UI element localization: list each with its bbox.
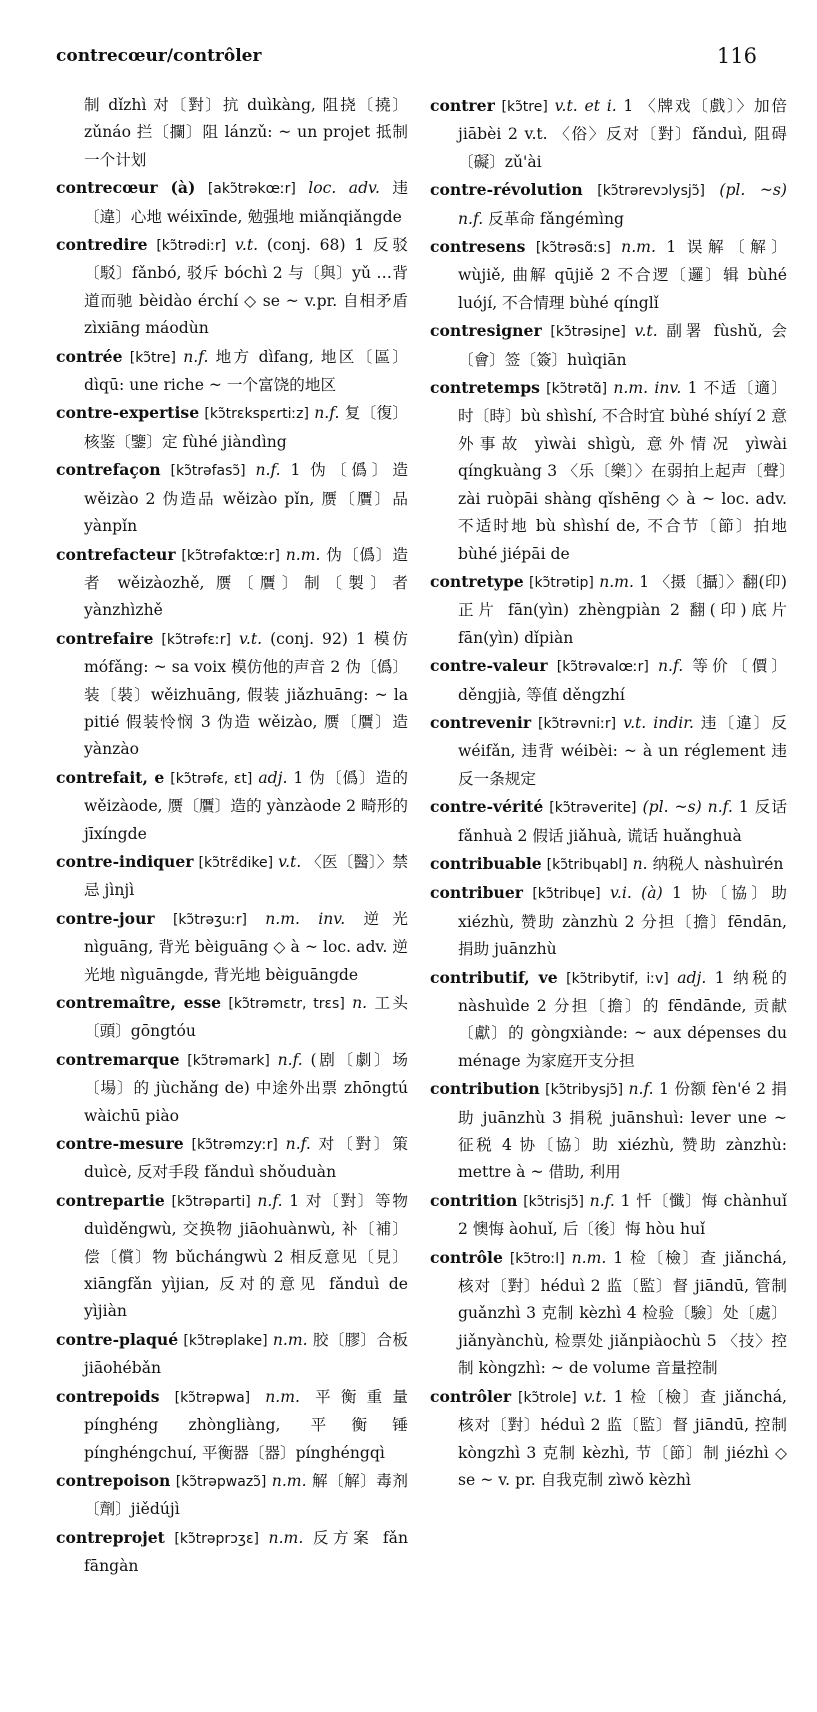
- definition: 1 〈牌戏〔戲〕〉加倍 jiābèi 2 v.t. 〈俗〉反对〔對〕fǎnduì, 阻碍〔礙〕zǔ'ài: [458, 97, 787, 171]
- dictionary-entry: [56, 399, 408, 456]
- definition: 1 不适〔適〕时〔時〕bù shìshí, 不合时宜 bùhé shíyí 2 意外事故 yìwài shìgù, 意外情况 yìwài qíngkuàng 3 〈乐〔樂〕〉在弱拍上起声〔聲〕zài ruòpāi shàng qǐshēng ◇ à ~ loc. adv. 不适时地 bù shìshí de, 不合节〔節〕拍地 bùhé jiépāi de: [458, 379, 787, 563]
- headword: contrefacteur: [56, 544, 176, 564]
- dictionary-entry: [56, 989, 408, 1046]
- headword: contre-mesure: [56, 1134, 184, 1154]
- dictionary-entry: [56, 1046, 408, 1130]
- headword: contribution: [430, 1079, 540, 1099]
- grammar-label: loc. adv.: [308, 179, 380, 198]
- grammar-label: adj.: [258, 768, 288, 787]
- definition: (conj. 68) 1 反驳〔駁〕fǎnbó, 驳斥 bóchì 2 与〔與〕yǔ …背道而驰 bèidào érchí ◇ se ~ v.pr. 自相矛盾 zìxiāng máodùn: [84, 236, 408, 338]
- grammar-label: n.m.: [272, 1330, 308, 1349]
- definition: 胶〔膠〕合板 jiāohébǎn: [84, 1330, 408, 1378]
- headword: contribuer: [430, 883, 523, 903]
- definition: 1 纳税的 nàshuìde 2 分担〔擔〕的 fēndānde, 贡献〔獻〕的 gòngxiànde: ~ aux dépenses du ménage 为家庭开支分担: [458, 968, 787, 1070]
- headword: contremarque: [56, 1049, 180, 1069]
- headword: contrôle: [430, 1247, 503, 1267]
- dictionary-entry: [430, 850, 787, 879]
- pronunciation: [kɔ̃trəfɛːr]: [161, 631, 231, 648]
- grammar-label: n.f.: [658, 657, 684, 676]
- dictionary-entry: [430, 1075, 787, 1187]
- grammar-label: n.f.: [589, 1191, 615, 1210]
- definition: 1 对〔對〕等物 duìděngwù, 交换物 jiāohuànwù, 补〔補〕偿〔償〕物 bǔchángwù 2 相反意见〔見〕xiāngfǎn yìjian, 反对的意见 fǎnduì de yìjiàn: [84, 1191, 408, 1321]
- grammar-label: v.t.: [238, 629, 263, 648]
- pronunciation: [kɔ̃trɛkspɛrtiːz]: [204, 406, 309, 423]
- headword: contre-valeur: [430, 656, 548, 676]
- dictionary-entry: [430, 92, 787, 176]
- definition: 1 忏〔懺〕悔 chànhuǐ 2 懊悔 àohuǐ, 后〔後〕悔 hòu huǐ: [458, 1191, 787, 1239]
- grammar-label: n.f.: [255, 461, 281, 480]
- pronunciation: [kɔ̃trəmɛtr, trɛs]: [228, 996, 345, 1012]
- headword: contrepoids: [56, 1386, 160, 1406]
- dictionary-entry: [430, 1383, 787, 1495]
- pronunciation: [kɔ̃trəvalœːr]: [556, 659, 649, 676]
- grammar-label: n.m.: [285, 545, 321, 564]
- headword: contrition: [430, 1190, 518, 1210]
- headword: contrepoison: [56, 1470, 171, 1490]
- definition: 1 误解〔解〕wùjiě, 曲解 qūjiě 2 不合逻〔邏〕辑 bùhé luójí, 不合情理 bùhé qínglǐ: [458, 238, 787, 312]
- headword: contrée: [56, 346, 123, 366]
- pronunciation: [kɔ̃trole]: [518, 1389, 577, 1406]
- dictionary-entry: [56, 92, 408, 174]
- definition: 伪〔僞〕造者 wěizàozhě, 赝〔贋〕制〔製〕者 yànzhìzhě: [84, 545, 408, 620]
- definition: 1 伪〔僞〕造的 wěizàode, 赝〔贋〕造的 yànzàode 2 畸形的 jīxíngde: [84, 768, 408, 843]
- definition: 工头〔頭〕gōngtóu: [84, 994, 408, 1041]
- pronunciation: [kɔ̃trərevɔlysjɔ̃]: [597, 183, 705, 200]
- dictionary-entry: [430, 1187, 787, 1244]
- dictionary-entry: [56, 764, 408, 848]
- definition: 地方 dìfang, 地区〔區〕dìqū: une riche ~ 一个富饶的地区: [84, 347, 408, 395]
- pronunciation: [kɔ̃trəpwa]: [174, 1389, 251, 1406]
- guide-words: contrecœur/contrôler: [56, 46, 262, 66]
- grammar-label: n.: [632, 854, 648, 873]
- grammar-label: n.f.: [628, 1080, 654, 1099]
- pronunciation: [kɔ̃trəsɑ̃ːs]: [535, 240, 611, 257]
- grammar-label: n.m. inv.: [265, 909, 346, 928]
- pronunciation: [kɔ̃trəprɔʒɛ]: [174, 1530, 259, 1547]
- definition: 对〔對〕策 duìcè, 反对手段 fǎnduì shǒuduàn: [84, 1135, 408, 1182]
- headword: contrecœur (à): [56, 178, 196, 198]
- headword: contre-jour: [56, 908, 155, 928]
- grammar-label: n.m.: [268, 1528, 304, 1547]
- headword: contre-indiquer: [56, 851, 194, 871]
- definition: 1 份额 fèn'é 2 捐助 juānzhù 3 捐税 juānshuì: lever une ~ 征税 4 协〔協〕助 xiézhù, 赞助 zànzhù: mettre à ~ 借助, 利用: [458, 1080, 787, 1182]
- grammar-label: n.f.: [257, 1191, 283, 1210]
- headword: contresens: [430, 237, 526, 257]
- pronunciation: [kɔ̃trətip]: [529, 574, 594, 591]
- definition: (剧〔劇〕场〔場〕的 jùchǎng de) 中途外出票 zhōngtú wàichū piào: [84, 1050, 408, 1125]
- dictionary-entry: [56, 1130, 408, 1187]
- headword: contributif, ve: [430, 967, 558, 987]
- dictionary-entry: [430, 568, 787, 652]
- grammar-label: v.t. indir.: [623, 713, 694, 732]
- dictionary-entry: [56, 625, 408, 764]
- definition: 副署 fùshǔ, 会〔會〕签〔簽〕huìqiān: [458, 322, 787, 369]
- dictionary-entry: [430, 652, 787, 709]
- grammar-label: n.f.: [314, 404, 340, 423]
- pronunciation: [kɔ̃trəparti]: [171, 1193, 251, 1210]
- definition: (conj. 92) 1 模仿 mófǎng: ~ sa voix 模仿他的声音 2 伪〔僞〕装〔裝〕wěizhuāng, 假装 jiǎzhuāng: ~ la pitié 假装怜悯 3 伪造 wěizào, 赝〔贋〕造 yànzào: [84, 629, 408, 759]
- dictionary-entry: [56, 456, 408, 540]
- left-column: [56, 92, 408, 1581]
- dictionary-entry: [430, 1244, 787, 1383]
- pronunciation: [kɔ̃troːl]: [509, 1250, 565, 1267]
- definition: 1 检〔檢〕查 jiǎnchá, 核对〔對〕héduì 2 监〔監〕督 jiāndū, 管制 guǎnzhì 3 克制 kèzhì 4 检验〔驗〕处〔處〕jiǎnyànchù, 检票处 jiǎnpiàochù 5 〈技〉控制 kòngzhì: ~ de volume 音量控制: [458, 1248, 787, 1378]
- dictionary-entry: [56, 848, 408, 905]
- grammar-label: v.t.: [278, 852, 302, 871]
- definition: 等价〔價〕děngjià, 等值 děngzhí: [458, 657, 787, 704]
- dictionary-entry: [56, 1524, 408, 1581]
- page-number: 116: [716, 44, 757, 68]
- dictionary-entry: [430, 317, 787, 374]
- pronunciation: [kɔ̃trəmark]: [187, 1052, 270, 1069]
- grammar-label: n.m.: [271, 1471, 307, 1490]
- grammar-label: adj.: [677, 968, 707, 987]
- headword: contre-révolution: [430, 180, 583, 200]
- definition: 反方案 fǎn fāngàn: [84, 1528, 408, 1576]
- pronunciation: [kɔ̃trɛ̃dike]: [198, 854, 274, 871]
- pronunciation: [kɔ̃tre]: [501, 99, 548, 115]
- definition: 1 协〔協〕助 xiézhù, 赞助 zànzhù 2 分担〔擔〕fēndān, 捐助 juānzhù: [458, 884, 787, 959]
- grammar-label: (pl. ~s) n.f.: [642, 798, 733, 817]
- definition: 1 反话 fǎnhuà 2 假话 jiǎhuà, 谎话 huǎnghuà: [458, 798, 787, 845]
- dictionary-entry: [56, 1187, 408, 1326]
- pronunciation: [kɔ̃trədiːr]: [156, 238, 227, 255]
- right-column: [430, 92, 787, 1494]
- dictionary-entry: [430, 176, 787, 233]
- pronunciation: [kɔ̃tre]: [129, 349, 177, 366]
- dictionary-entry: [56, 1383, 408, 1467]
- headword: contrevenir: [430, 712, 532, 732]
- grammar-label: (pl. ~s) n.f.: [458, 181, 787, 228]
- grammar-label: n.m.: [599, 572, 634, 591]
- definition: 解〔解〕毒剂〔劑〕jiědújì: [84, 1471, 408, 1519]
- headword: contretemps: [430, 378, 540, 398]
- headword: contrer: [430, 96, 495, 115]
- dictionary-entry: [56, 1326, 408, 1383]
- grammar-label: v.t. et i.: [554, 97, 617, 115]
- headword: contredire: [56, 235, 148, 255]
- headword: contrefaçon: [56, 460, 161, 480]
- pronunciation: [kɔ̃trəpwazɔ̃]: [175, 1473, 267, 1490]
- grammar-label: v.t.: [234, 236, 259, 255]
- headword: contre-vérité: [430, 797, 544, 817]
- headword: contrepartie: [56, 1190, 165, 1210]
- dictionary-entry: [56, 231, 408, 343]
- definition: 1 伪〔僞〕造 wěizào 2 伪造品 wěizào pǐn, 赝〔贋〕品 yànpǐn: [84, 461, 408, 536]
- headword: contrefaire: [56, 628, 154, 648]
- definition: 违〔違〕心地 wéixīnde, 勉强地 miǎnqiǎngde: [84, 179, 408, 226]
- definition: 复〔復〕核鉴〔鑒〕定 fùhé jiàndìng: [84, 404, 408, 451]
- definition: 违〔違〕反 wéifǎn, 违背 wéibèi: ~ à un réglement 违反一条规定: [458, 713, 787, 788]
- page-header: [56, 42, 781, 82]
- dictionary-entry: [430, 879, 787, 963]
- definition: 逆光 nìguāng, 背光 bèiguāng ◇ à ~ loc. adv. 逆光地 nìguāngde, 背光地 bèiguāngde: [84, 909, 408, 984]
- definition: 纳税人 nàshuìrén: [652, 854, 784, 873]
- headword: contresigner: [430, 321, 542, 341]
- headword: contretype: [430, 571, 524, 591]
- headword: contribuable: [430, 853, 542, 873]
- pronunciation: [kɔ̃tribɥe]: [532, 886, 601, 903]
- grammar-label: n.m.: [571, 1248, 607, 1267]
- pronunciation: [kɔ̃tribysjɔ̃]: [545, 1082, 624, 1099]
- grammar-label: v.t.: [583, 1387, 607, 1406]
- definition: 〈医〔醫〕〉禁忌 jìnjì: [84, 852, 409, 900]
- headword: contre-plaqué: [56, 1329, 179, 1349]
- dictionary-entry: [430, 374, 787, 568]
- definition: 平衡重量 pínghéng zhòngliàng, 平衡锤 pínghéngchuí, 平衡器〔器〕pínghéngqì: [84, 1387, 408, 1462]
- pronunciation: [kɔ̃trəmzyːr]: [191, 1137, 278, 1154]
- grammar-label: n.m.: [621, 238, 656, 257]
- grammar-label: n.f.: [285, 1135, 311, 1154]
- pronunciation: [kɔ̃trəvniːr]: [538, 715, 617, 732]
- pronunciation: [kɔ̃trəplake]: [183, 1332, 268, 1349]
- dictionary-entry: [56, 541, 408, 625]
- definition: 反革命 fǎngémìng: [488, 209, 625, 228]
- headword: contrefait, e: [56, 767, 165, 787]
- definition: 1 检〔檢〕查 jiǎnchá, 核对〔對〕héduì 2 监〔監〕督 jiāndū, 控制 kòngzhì 3 克制 kèzhì, 节〔節〕制 jiézhì ◇ se ~ v. pr. 自我克制 zìwǒ kèzhì: [458, 1387, 787, 1489]
- pronunciation: [kɔ̃trəfɛ, ɛt]: [170, 770, 253, 787]
- dictionary-entry: [430, 964, 787, 1076]
- pronunciation: [kɔ̃trəfasɔ̃]: [170, 463, 246, 480]
- grammar-label: n.m.: [265, 1387, 300, 1406]
- pronunciation: [kɔ̃tribytif, iːv]: [566, 970, 669, 987]
- headword: contrôler: [430, 1386, 512, 1406]
- headword: contreprojet: [56, 1527, 165, 1547]
- grammar-label: n.f.: [277, 1050, 303, 1069]
- grammar-label: n.m. inv.: [613, 379, 682, 398]
- grammar-label: v.i. (à): [609, 884, 663, 903]
- grammar-label: n.f.: [183, 347, 209, 366]
- dictionary-entry: [56, 174, 408, 231]
- dictionary-entry: [56, 905, 408, 989]
- dictionary-entry: [430, 709, 787, 793]
- headword: contremaître, esse: [56, 993, 222, 1012]
- pronunciation: [akɔ̃trəkœːr]: [207, 181, 296, 198]
- pronunciation: [kɔ̃trəʒuːr]: [172, 911, 247, 928]
- dictionary-entry: [56, 1467, 408, 1524]
- definition: 制 dǐzhì 对〔對〕抗 duìkàng, 阻挠〔撓〕zǔnáo 拦〔攔〕阻 lánzǔ: ~ un projet 抵制一个计划: [84, 96, 408, 169]
- dictionary-entry: [56, 343, 408, 400]
- grammar-label: v.t.: [634, 322, 658, 341]
- pronunciation: [kɔ̃tribɥabl]: [546, 856, 628, 873]
- pronunciation: [kɔ̃trisjɔ̃]: [523, 1193, 584, 1210]
- pronunciation: [kɔ̃trətɑ̃]: [546, 381, 608, 398]
- grammar-label: n.: [352, 994, 368, 1012]
- pronunciation: [kɔ̃trəfaktœːr]: [181, 547, 280, 564]
- dictionary-entry: [430, 793, 787, 850]
- dictionary-entry: [430, 233, 787, 317]
- pronunciation: [kɔ̃trəsiɲe]: [550, 324, 626, 341]
- pronunciation: [kɔ̃trəverite]: [549, 800, 637, 817]
- headword: contre-expertise: [56, 403, 200, 423]
- definition: 1 〈摄〔攝〕〉翻(印)正片 fān(yìn) zhèngpiàn 2 翻(印)底片 fān(yìn) dǐpiàn: [458, 572, 787, 647]
